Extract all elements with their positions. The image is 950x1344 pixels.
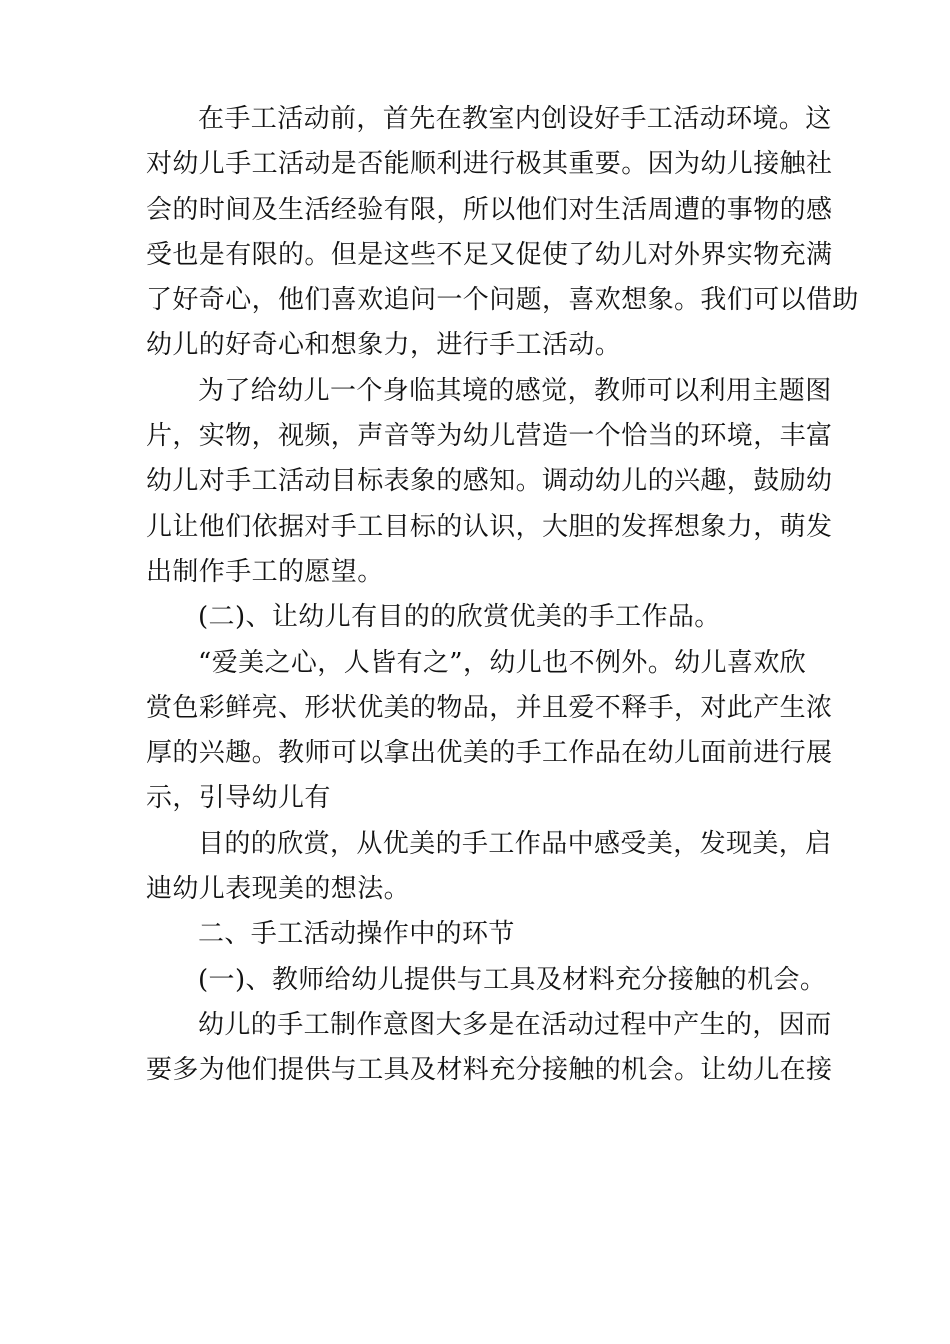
text-line: 要多为他们提供与工具及材料充分接触的机会。让幼儿在接 xyxy=(146,1055,833,1086)
section-heading: (二)、让幼儿有目的的欣赏优美的手工作品。 xyxy=(198,602,721,633)
text-line: 厚的兴趣。教师可以拿出优美的手工作品在幼儿面前进行展 xyxy=(146,738,833,769)
text-line: 片，实物，视频，声音等为幼儿营造一个恰当的环境，丰富 xyxy=(146,421,833,452)
text-line: 了好奇心，他们喜欢追问一个问题，喜欢想象。我们可以借助 xyxy=(146,285,859,316)
text-line: “爱美之心，人皆有之”，幼儿也不例外。幼儿喜欢欣 xyxy=(198,647,807,678)
text-line: 迪幼儿表现美的想法。 xyxy=(146,874,411,905)
text-line: 受也是有限的。但是这些不足又促使了幼儿对外界实物充满 xyxy=(146,239,833,270)
section-heading: (一)、教师给幼儿提供与工具及材料充分接触的机会。 xyxy=(198,964,827,995)
text-line: 幼儿对手工活动目标表象的感知。调动幼儿的兴趣，鼓励幼 xyxy=(146,466,833,497)
text-line: 幼儿的手工制作意图大多是在活动过程中产生的，因而 xyxy=(198,1009,832,1040)
text-line: 会的时间及生活经验有限，所以他们对生活周遭的事物的感 xyxy=(146,194,833,225)
text-line: 幼儿的好奇心和想象力，进行手工活动。 xyxy=(146,330,622,361)
text-line: 目的的欣赏，从优美的手工作品中感受美，发现美，启 xyxy=(198,828,832,859)
text-line: 出制作手工的愿望。 xyxy=(146,556,384,587)
text-line: 对幼儿手工活动是否能顺利进行极其重要。因为幼儿接触社 xyxy=(146,149,833,180)
body-text xyxy=(146,97,859,1094)
text-line: 在手工活动前，首先在教室内创设好手工活动环境。这 xyxy=(198,104,832,134)
text-line: 赏色彩鲜亮、形状优美的物品，并且爱不释手，对此产生浓 xyxy=(146,692,833,723)
text-line: 为了给幼儿一个身临其境的感觉，教师可以利用主题图 xyxy=(198,375,832,406)
section-heading: 二、手工活动操作中的环节 xyxy=(198,919,515,950)
text-line: 示，引导幼儿有 xyxy=(146,783,331,814)
text-line: 儿让他们依据对手工目标的认识，大胆的发挥想象力，萌发 xyxy=(146,511,833,542)
